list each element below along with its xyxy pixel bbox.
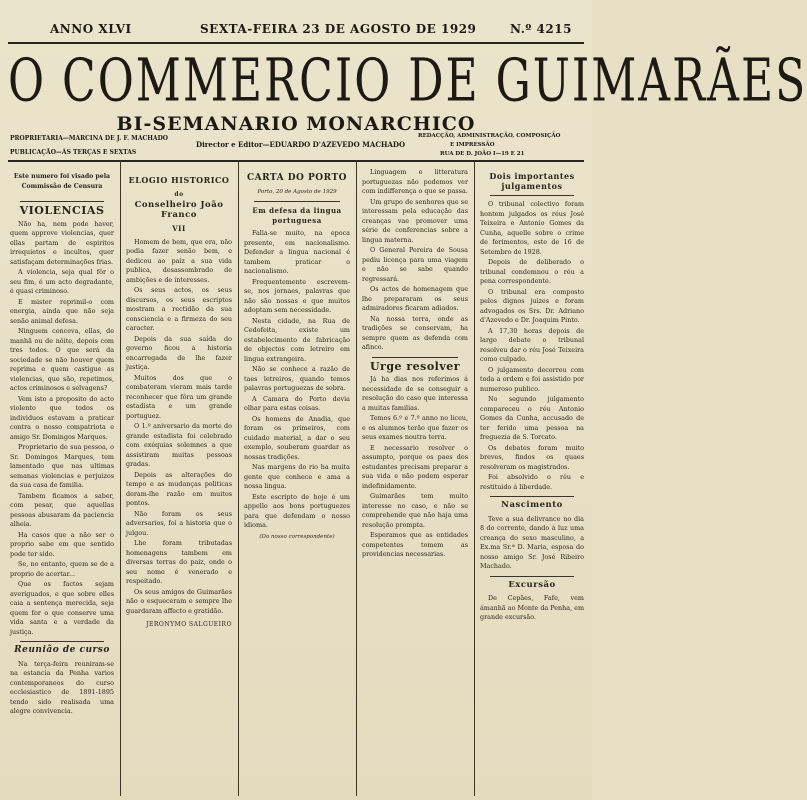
paragraph: Que os factos sejam averiguados, e que sobre elles caia a sentença merecida, seja quem for o que conserve uma vida santa e a verdade da justiça. [10, 580, 114, 636]
divider [20, 201, 104, 202]
article-title-carta: CARTA DO PORTO [246, 173, 348, 183]
paragraph: O 1.º aniversario da morte do grande estadista foi celebrado com exéquias solemnes a que assistiram muitas pessoas gradas. [126, 422, 232, 468]
paragraph: Os actos de homenagem que lhe prepararam os seus admiradores ficaram adiados. [362, 285, 468, 312]
article-title-reuniao: Reunião de curso [14, 645, 110, 655]
issue-number: N.º 4215 [510, 22, 572, 36]
paragraph: Não ha, nem pode haver, quem approve violencias, quer ellas partam de espiritos irrequietos e incultos, quer satisfaçam determinações frias. [10, 219, 114, 266]
paragraph: Ninguem conceva, ellas, de manhã ou de nôite, depois com tres todos. O que será da sociedade se não houver quem reprima e quem castigue as violencias, que são, repetimos, actos criminosos e selvagens? [10, 327, 114, 392]
paragraph: Ha casos que a não ser o proprio sabe em que sentido pode ter sido. [10, 530, 114, 558]
paragraph: Falla-se muito, na epoca presente, em nacionalismo. Defender a lingua nacional é tambem praticar o nacionalismo. [244, 229, 350, 275]
column-4 [362, 168, 468, 796]
article-title-excursao: Excursão [508, 579, 556, 590]
column-2 [126, 168, 232, 796]
address-line: RUA DE D. JOÃO I—19 E 21 [440, 151, 525, 157]
paragraph: Homem de bem, que era, não podia fazer senão bem, e dedicou ao paiz a sua vida publica, desassombrado de ambições e de interesses. [126, 237, 232, 284]
article-title-urge: Urge resolver [369, 359, 461, 373]
column-divider [474, 160, 475, 796]
paragraph: Os seus actos, os seus discursos, os seus escriptos mostram a rectidão da sua consciencia e a firmeza do seu caracter. [126, 286, 232, 332]
column-divider [120, 160, 121, 796]
divider [372, 357, 458, 358]
paragraph: A Camara do Porto devia olhar para estas coisas. [244, 394, 350, 412]
paragraph: O tribunal colectivo foram hontem julgados os réus José Teixeira e Antonio Gomes da Cunha, aquelle sobre o crime de ferimentos, este de 16 de Setembro de 1928. [480, 200, 584, 256]
header-rule [8, 160, 584, 162]
divider [490, 496, 574, 497]
paragraph: Vem isto a proposito do acto violento que todos os individuos estavam a praticar contra o nosso compatriota e amigo Sr. Domingos Marques. [10, 394, 114, 441]
paragraph: O tribunal era composto pelos dignos juizes e foram advogados os Srs. Dr. Adriano d'Azevedo e Dr. Joaquim Pinto. [480, 287, 584, 324]
paragraph: De Cepães, Fafe, vem ámanhã ao Monte da Penha, em grande excursão. [480, 594, 585, 621]
article-title-nascimento: Nascimento [501, 500, 563, 510]
column-3 [244, 168, 350, 796]
director-line: Director e Editor—EDUARDO D'AZEVEDO MACHADO [196, 140, 406, 149]
paragraph: Nesta cidade, na Rua de Cedofeita, existe um estabelecimento de fabricação de objectos com letreiro em lingua extrangeira. [244, 316, 350, 363]
paragraph: Na nossa terra, onde as tradições se conservam, ha sempre quem as defenda com afinco. [362, 314, 468, 351]
year-label: ANNO XLVI [50, 22, 132, 36]
paragraph: A 17,30 horas depois de largo debate o tribunal resolveu dar o réu José Teixeira como culpado. [480, 326, 584, 363]
divider [20, 641, 104, 642]
paragraph: O General Pereira de Sousa pediu licença para uma viagem e não se sabe quando regressará. [362, 246, 468, 283]
article-headline: Em defesa da lingua portuguesa [252, 206, 342, 225]
paragraph: Linguagem e litteratura portuguezas não podemos ver com indifferença o que se passa. [362, 168, 468, 195]
paragraph: Temos 6.º e 7.º anno no liceu, e os alumnos terão que fazer os seus exames noutra terra. [362, 414, 468, 441]
article-title-name: Conselheiro João Franco [134, 200, 224, 220]
footnote: (Do nosso correspondente) [259, 533, 335, 540]
paragraph: Depois as alterações do tempo e as mudanças politicas deram-lhe razão em muitos pontos. [126, 470, 232, 507]
column-divider [356, 160, 357, 796]
column-divider [238, 160, 239, 796]
paragraph: Depois de deliberado o tribunal condemnou o réu a pena correspondente. [480, 258, 584, 285]
divider [490, 195, 574, 196]
paragraph: Os homens de Anadia, que foram os primeiros, com cuidado material, a dar o seu exemplo, souberam guardar as nossas tradições. [244, 414, 350, 461]
paragraph: Tambem ficamos a saber, com pesar, que aquellas pessoas abusaram da paciencia alheia. [10, 491, 114, 528]
paragraph: Os seus amigos de Guimarães não o esqueceram e sempre lhe guardaram affecto e gratidão. [126, 587, 232, 615]
article-title-do: do [174, 190, 184, 198]
article-title-elogio: ELOGIO HISTORICO [128, 175, 230, 185]
date-line [0, 22, 592, 44]
signature: JERONYMO SALGUEIRO [146, 621, 232, 628]
article-title-violencias: VIOLENCIAS [19, 204, 105, 217]
paragraph: E mister reprimil-o com energia, ainda que não seja senão animal defesa. [10, 297, 114, 325]
masthead-subtitle: BI-SEMANARIO MONARCHICO [116, 113, 476, 135]
article-title-julgamentos: Dois importantes julgamentos [489, 171, 575, 191]
paragraph: Esperamos que as entidades competentes tomem as providencias necessarias. [362, 531, 468, 558]
redaction-line-1: REDACÇÃO, ADMINISTRAÇÃO, COMPOSIÇÃO [418, 133, 561, 139]
paragraph: Foi absolvido o réu e restituido á liberdade. [480, 473, 584, 491]
paragraph: Se, no entanto, quem se de a proprio de acertar... [10, 560, 114, 578]
masthead-title: O COMMERCIO DE GUIMARÃES [8, 46, 807, 116]
paragraph: Guimarães tem muito interesse no caso, e não se comprehende que não haja uma resolução prompta. [362, 492, 468, 529]
paragraph: Nas margens do rio ha muita gente que conhece e ama a nossa lingua. [244, 463, 350, 490]
paragraph: Teve a sua delivrance no dia 8 do corrente, dando á luz uma creança do sexo masculino, a Ex.ma Sr.ª D. Maria, esposa do nosso amigo Sr. José Ribeiro Machado. [480, 514, 584, 570]
paragraph: No segundo julgamento compareceu o réu Antonio Gomes da Cunha, accusado de ter ferido uma pessoa na freguezia de S. Torcato. [480, 395, 584, 441]
paragraph: A violencia, seja qual fôr o seu fim, é um acto degradante, é quasi criminoso. [10, 268, 114, 295]
paragraph: Na terça-feira reuniram-se na estancia da Penha varios contemporaneos do curso ecclesiastico de 1891-1895 tendo sido realisada uma alegre convivencia. [10, 659, 114, 715]
paragraph: Depois da sua saída do governo ficou a historia encarregada de lhe fazer justiça. [126, 334, 232, 371]
redaction-line-2: E IMPRESSÃO [450, 142, 495, 148]
top-rule [8, 42, 584, 44]
paragraph: Um grupo de senhores que se interessam pela educação das creanças vae promover uma série de conferencias sobre a lingua materna. [362, 197, 468, 244]
paragraph: O julgamento decorreu com toda a ordem e foi assistido por numeroso publico. [480, 365, 584, 393]
article-part: VII [172, 224, 186, 233]
paragraph: Lhe foram tributadas homenagens tambem em diversas terras do paiz, onde o seu nome é venerado e respeitado. [126, 539, 232, 585]
paragraph: Os debates foram muito breves, findos os quaes resolveram os magistrados. [480, 443, 584, 471]
censorship-banner: Este numero foi visado pela Commissão de Censura [13, 173, 111, 190]
column-1 [10, 168, 114, 796]
paragraph: E necessario resolver o assumpto, porque os paes dos estudantes precisam preparar a sua vida e não podem esperar indefinidamente. [362, 443, 468, 490]
publication-line: PUBLICAÇÃO—ÀS TERÇAS E SEXTAS [10, 149, 137, 156]
paragraph: Já ha dias nos referimos á necessidade de se conseguir a resolução do caso que interessa a muitas familias. [362, 375, 468, 412]
paragraph: Não foram os seus adversarios, foi a historia que o julgou. [126, 509, 232, 537]
paragraph: Muitos dos que o combateram vieram mais tarde reconhecer que fôra um grande estadista e um grande portuguez. [126, 373, 232, 420]
column-5 [480, 168, 584, 796]
divider [254, 201, 340, 202]
owner-line: PROPRIETARIA—MARCINA DE J. F. MACHADO [10, 135, 169, 142]
divider [490, 576, 574, 577]
paragraph: Este escripto de hoje é um appello aos bons portuguezes para que defendam o nosso idioma. [244, 492, 350, 529]
issue-date: SEXTA-FEIRA 23 DE AGOSTO DE 1929 [200, 22, 477, 36]
paragraph: Proprietario de sua pessoa, o Sr. Domingos Marques, tem lamentado que nas ultimas semanas violencias e perjuizos da sua casa de familia. [10, 443, 114, 489]
paragraph: Não se conhece a razão de taes letreiros, quando temos palavras portuguezas de sobra. [244, 365, 350, 392]
dateline: Porto, 20 de Agosto de 1929 [257, 188, 337, 195]
paragraph: Frequentemente escrevem-se, nos jornaes, palavras que não são nossas e que muitos adoptam sem necessidade. [244, 277, 350, 314]
